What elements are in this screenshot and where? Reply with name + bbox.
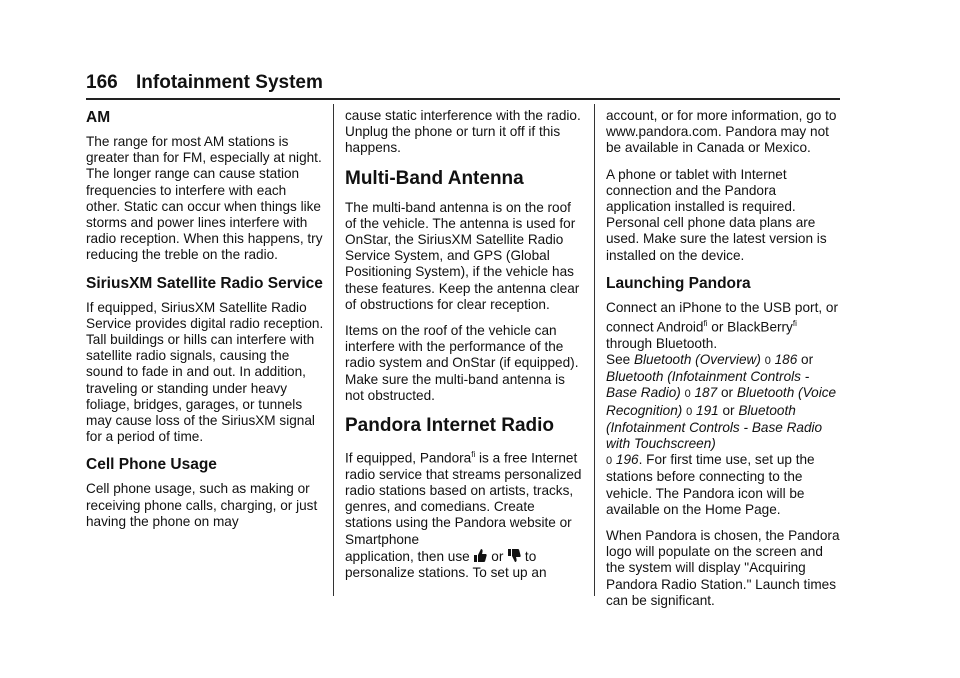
launching-text: or [797,351,814,367]
page-arrow-icon: 0 [764,354,771,367]
launching-paragraph-2: When Pandora is chosen, the Pandora logo will populate on the screen and the system will display "Acquiring Pandora Radio Station." Launch times can be significant. [606,528,840,608]
cellphone-body: Cell phone usage, such as making or receiving phone calls, charging, or just having the phone on may [86,481,318,529]
launching-text: Connect an iPhone to the USB port, or connect Android [606,299,838,335]
launching-text: through Bluetooth. [606,335,718,351]
thumbs-up-icon [473,548,487,563]
page-arrow-icon: 0 [686,405,693,418]
am-heading: AM [86,109,111,126]
cellphone-body-continued: cause static interference with the radio. Unplug the phone or turn it off if this happens. [345,108,581,156]
pandora-text: If equipped, Pandora [345,450,472,466]
siriusxm-heading: SiriusXM Satellite Radio Service [86,274,323,292]
column-divider [594,104,595,596]
thumbs-down-icon [507,548,521,563]
pandora-text: personalize stations. To set up an [345,565,547,580]
pandora-text: is a free Internet radio service that streams personalized radio stations based on artists, tracks, genres, and comedians. Create stations using the Pandora website or Smartphone [345,450,582,547]
section-title: Infotainment System [136,72,323,93]
page-arrow-icon: 0 [684,388,691,401]
trademark-symbol: fi [792,319,797,329]
launching-paragraph-1 [606,300,844,518]
pandora-text: or [491,548,504,564]
pandora-text: to [524,548,537,564]
trademark-symbol: fi [471,450,476,460]
link-bluetooth-overview[interactable]: Bluetooth (Overview) [633,351,761,367]
pandora-paragraph-1 [345,447,583,581]
column-2 [345,108,583,591]
siriusxm-body: If equipped, SiriusXM Satellite Radio Service provides digital radio reception. Tall buildings or hills can interfere with satellite radio signals, causing the sound to fade in and out. In addition, traveling or standing under heavy foliage, bridges, garages, or tunnels may cause loss of the SiriusXM signal for a period of time. [86,299,324,445]
page-arrow-icon: 0 [606,455,613,468]
pandora-text: application, then use [345,548,470,564]
page-number: 166 [86,72,118,93]
page-ref[interactable]: 196 [612,452,639,468]
antenna-heading: Multi-Band Antenna [345,167,524,189]
am-body: The range for most AM stations is greater than for FM, especially at night. The longer range can cause station frequencies to interfere with each other. Static can occur when things like storms and power lines interfere with radio reception. When this happens, try reducing the treble on the radio. [86,134,323,263]
pandora-paragraph-1-continued: account, or for more information, go to www.pandora.com. Pandora may not be available in Canada or Mexico. [606,108,837,156]
pandora-paragraph-2: A phone or tablet with Internet connection and the Pandora application installed is required. Personal cell phone data plans are used. Make sure the latest version is installed on the device. [606,166,827,263]
page-header [86,70,840,100]
column-divider [333,104,334,596]
column-3 [606,108,844,619]
launching-heading: Launching Pandora [606,274,751,292]
antenna-paragraph-2: Items on the roof of the vehicle can interfere with the performance of the radio system and OnStar (if equipped). Make sure the multi-band antenna is not obstructed. [345,323,579,403]
trademark-symbol: fi [703,319,708,329]
link-bluetooth-base-radio[interactable]: Bluetooth (Infotainment Controls - Base Radio) [606,369,810,401]
launching-text: . For first time use, set up the stations before connecting to the vehicle. The Pandora icon will be available on the Home Page. [606,452,815,517]
launching-text: See [606,351,634,367]
page-ref[interactable]: 187 [690,385,718,401]
column-1 [86,108,324,540]
cellphone-heading: Cell Phone Usage [86,456,217,474]
antenna-paragraph-1: The multi-band antenna is on the roof of the vehicle. The antenna is used for OnStar, the SiriusXM Satellite Radio Service System, and GPS (Global Positioning System), if the vehicle has these features. Keep the antenna clear of obstructions for clear reception. [345,199,580,312]
link-bluetooth-voice-recognition[interactable]: Bluetooth (Voice Recognition) [606,385,837,418]
launching-text: or [718,402,739,418]
link-bluetooth-touchscreen[interactable]: Bluetooth (Infotainment Controls - Base Radio with Touchscreen) [606,402,823,451]
pandora-heading: Pandora Internet Radio [345,415,555,437]
launching-text: or BlackBerry [707,319,793,335]
launching-text: or [717,385,737,401]
page-ref[interactable]: 191 [692,402,719,418]
page-ref[interactable]: 186 [770,351,798,367]
